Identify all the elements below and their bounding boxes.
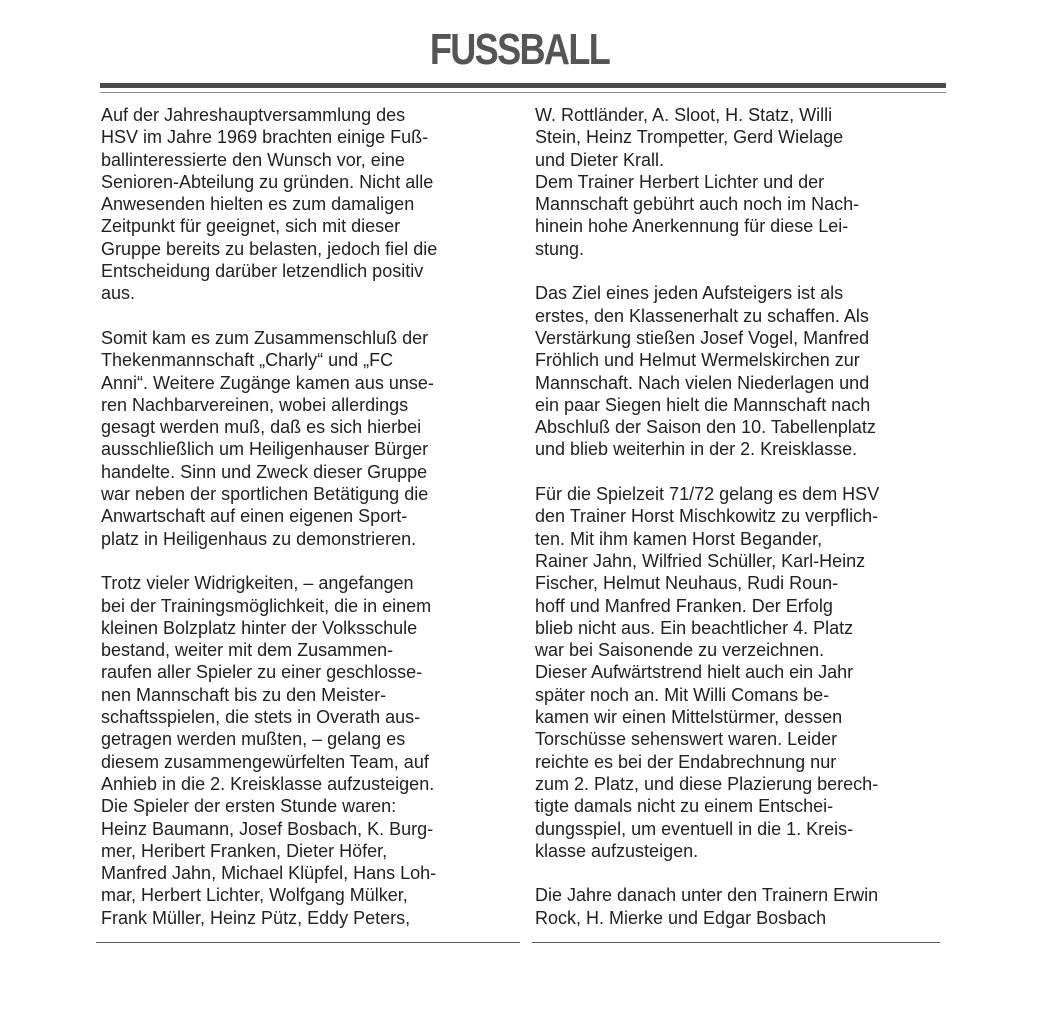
right-paragraph-4: Die Jahre danach unter den Trainern Erwin Rock, H. Mierke und Edgar Bosbach bbox=[535, 885, 879, 928]
bottom-rule-right bbox=[532, 942, 940, 943]
right-paragraph-1: W. Rottländer, A. Sloot, H. Statz, Willi Stein, Heinz Trompetter, Gerd Wielage und Dieter Krall. Dem Trainer Herbert Lichter und der Mannschaft gebührt auch noch im Nach- hinein hohe Anerkennung für diese Lei- stung. bbox=[535, 105, 860, 259]
left-paragraph-1: Auf der Jahreshauptversammlung des HSV im Jahre 1969 brachten einige Fuß- ballinteressierte den Wunsch vor, eine Senioren-Abteilung zu gründen. Nicht alle Anwesenden hielten es zum damaligen Zeitpunkt für geeignet, sich mit dieser Gruppe bereits zu belasten, jedoch fiel die Entscheidung darüber letzendlich positiv aus. bbox=[101, 105, 438, 304]
page-title: FUSSBALL bbox=[429, 25, 610, 74]
right-column bbox=[535, 104, 950, 951]
left-paragraph-3: Trotz vieler Widrigkeiten, – angefangen bei der Trainingsmöglichkeit, die in einem kleinen Bolzplatz hinter der Volksschule bestand, weiter mit dem Zusammen- raufen aller Spieler zu einer geschlosse- nen Mannschaft bis zu den Meister- schaftsspielen, die stets in Overath aus- getragen werden mußten, – gelang es diesem zusammengewürfelten Team, auf Anhieb in die 2. Kreisklasse aufzusteigen. Die Spieler der ersten Stunde waren: Heinz Baumann, Josef Bosbach, K. Burg- mer, Heribert Franken, Dieter Höfer, Manfred Jahn, Michael Klüpfel, Hans Loh- mar, Herbert Lichter, Wolfgang Mülker, Frank Müller, Heinz Pütz, Eddy Peters, bbox=[101, 573, 437, 928]
title-rule-thin bbox=[100, 92, 946, 93]
right-paragraph-3: Für die Spielzeit 71/72 gelang es dem HSV den Trainer Horst Mischkowitz zu verpflich- ten. Mit ihm kamen Horst Begander, Rainer Jahn, Wilfried Schüller, Karl-Heinz Fischer, Helmut Neuhaus, Rudi Roun- hoff und Manfred Franken. Der Erfolg blieb nicht aus. Ein beachtlicher 4. Platz war bei Saisonende zu verzeichnen. Dieser Aufwärtstrend hielt auch ein Jahr später noch an. Mit Willi Comans be- kamen wir einen Mittelstürmer, dessen Torschüsse sehenswert waren. Leider reichte es bei der Endabrechnung nur zum 2. Platz, und diese Plazierung berech- tigte damals nicht zu einem Entschei- dungsspiel, um eventuell in die 1. Kreis- klasse aufzusteigen. bbox=[535, 484, 880, 861]
left-paragraph-2: Somit kam es zum Zusammenschluß der Thekenmannschaft „Charly“ und „FC Anni“. Weitere Zugänge kamen aus unse- ren Nachbarvereinen, wobei allerdings gesagt werden muß, daß es sich hierbei ausschließlich um Heiligenhauser Bürger handelte. Sinn und Zweck dieser Gruppe war neben der sportlichen Betätigung die Anwartschaft auf einen eigenen Sport- platz in Heiligenhaus zu demonstrieren. bbox=[101, 327, 434, 549]
left-column bbox=[101, 104, 521, 951]
right-paragraph-2: Das Ziel eines jeden Aufsteigers ist als erstes, den Klassenerhalt zu schaffen. Als Verstärkung stießen Josef Vogel, Manfred Fröhlich und Helmut Wermelskirchen zur Mannschaft. Nach vielen Niederlagen und ein paar Siegen hielt die Mannschaft nach Abschluß der Saison den 10. Tabellenplatz und blieb weiterhin in der 2. Kreisklasse. bbox=[535, 283, 876, 460]
title-rule bbox=[100, 83, 946, 88]
bottom-rule-left bbox=[96, 942, 520, 943]
